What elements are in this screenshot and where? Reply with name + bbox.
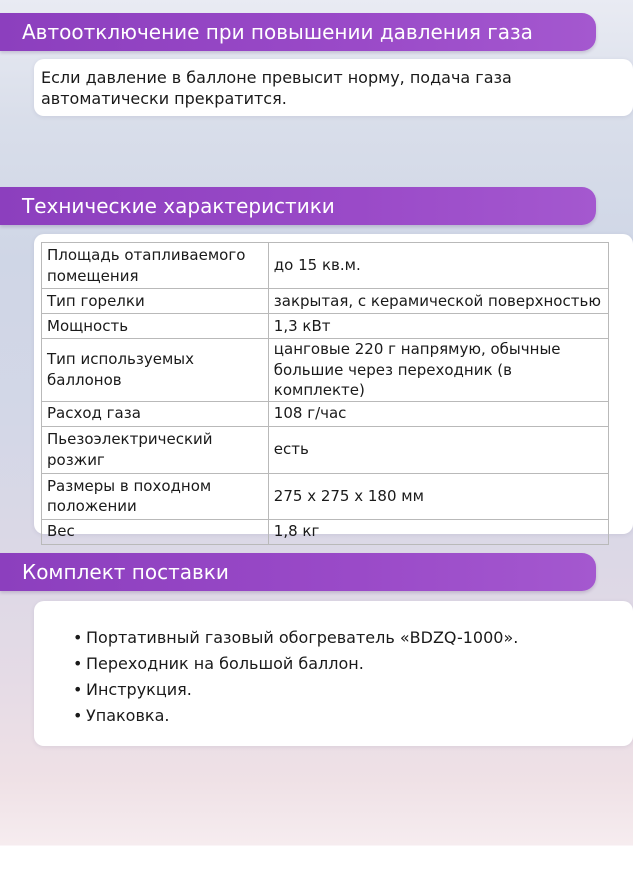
bullet-icon: • <box>73 680 83 699</box>
auto-shutoff-text: Если давление в баллоне превысит норму, подача газа автоматически прекратится. <box>41 68 512 108</box>
section-heading-package: Комплект поставки <box>0 553 596 591</box>
list-item <box>73 677 633 703</box>
table-row <box>42 243 609 289</box>
table-row <box>42 339 609 402</box>
specs-table <box>41 242 609 545</box>
table-row <box>42 289 609 314</box>
table-row <box>42 426 609 473</box>
spec-value: есть <box>268 426 608 473</box>
list-item <box>73 651 633 677</box>
spec-value: 108 г/час <box>268 401 608 426</box>
spec-name: Тип горелки <box>42 289 269 314</box>
bullet-icon: • <box>73 628 83 647</box>
spec-name: Размеры в походном положении <box>42 473 269 519</box>
specs-card <box>34 234 633 541</box>
section-heading-auto-shutoff: Автоотключение при повышении давления газа <box>0 13 596 51</box>
spec-name: Расход газа <box>42 401 269 426</box>
list-item-label: Инструкция. <box>86 680 192 699</box>
auto-shutoff-card <box>34 59 633 116</box>
table-row <box>42 473 609 519</box>
spec-value: 275 x 275 x 180 мм <box>268 473 608 519</box>
list-item <box>73 625 633 651</box>
spec-name: Вес <box>42 519 269 544</box>
spec-name: Тип используемых баллонов <box>42 339 269 402</box>
spec-value: 1,8 кг <box>268 519 608 544</box>
table-row <box>42 314 609 339</box>
package-list <box>73 625 633 729</box>
spec-name: Мощность <box>42 314 269 339</box>
list-item <box>73 703 633 729</box>
bullet-icon: • <box>73 706 83 725</box>
package-card <box>34 601 633 746</box>
section-heading-specs: Технические характеристики <box>0 187 596 225</box>
list-item-label: Переходник на большой баллон. <box>86 654 364 673</box>
bullet-icon: • <box>73 654 83 673</box>
list-item-label: Упаковка. <box>86 706 170 725</box>
spec-value: закрытая, с керамической поверхностью <box>268 289 608 314</box>
list-item-label: Портативный газовый обогреватель «BDZQ-1000». <box>86 628 519 647</box>
spec-value: 1,3 кВт <box>268 314 608 339</box>
table-row <box>42 519 609 544</box>
spec-name: Площадь отапливаемого помещения <box>42 243 269 289</box>
spec-value: цанговые 220 г напрямую, обычные большие через переходник (в комплекте) <box>268 339 608 402</box>
table-row <box>42 401 609 426</box>
spec-name: Пьезоэлектрический розжиг <box>42 426 269 473</box>
spec-value: до 15 кв.м. <box>268 243 608 289</box>
